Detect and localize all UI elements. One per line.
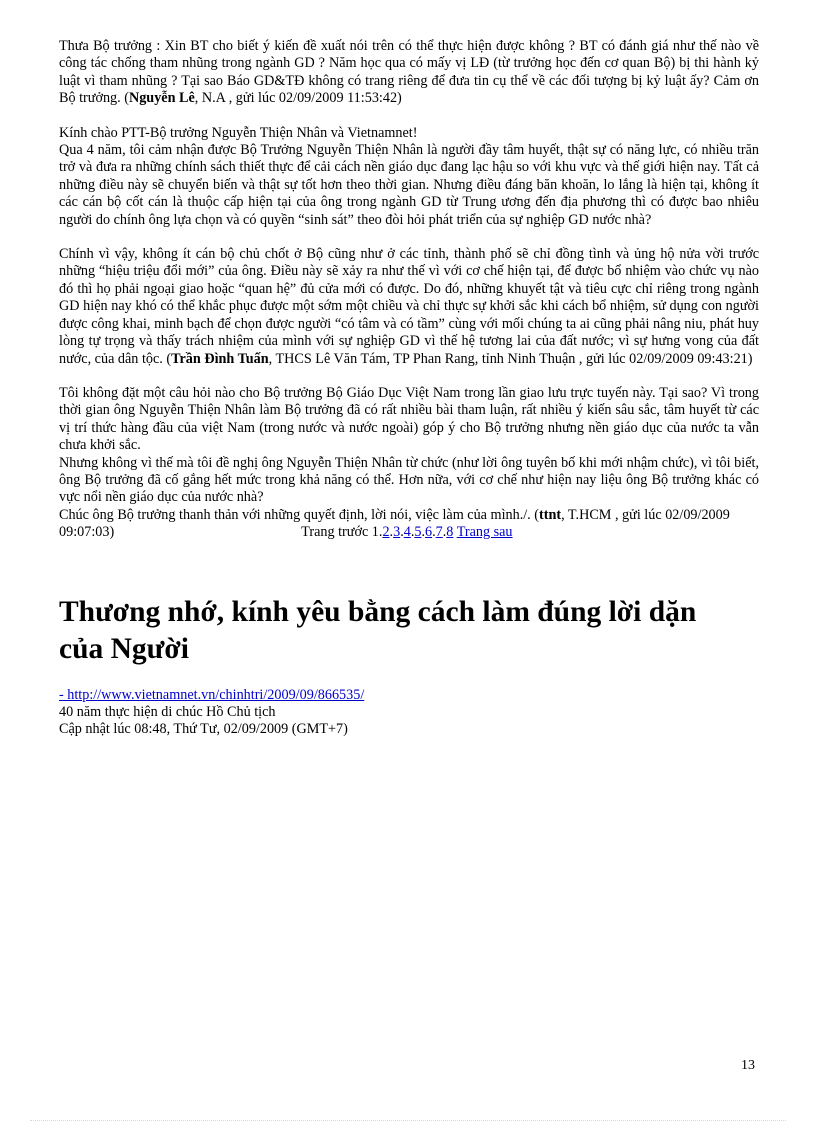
author-name: ttnt bbox=[539, 506, 562, 523]
pager-prefix: Trang trước 1. bbox=[301, 524, 383, 541]
article-meta bbox=[59, 687, 759, 738]
comment-4-part1: Tôi không đặt một câu hỏi nào cho Bộ trưởng Bộ Giáo Dục Việt Nam trong lần giao lưu trực tuyến này. Tại sao? Vì trong thời gian ông Nguyễn Thiện Nhân làm Bộ trưởng đã có rất nhiều bài tham luận, rất nhiều ý kiến sâu sắc, tâm huyết từ các vị trí thức hàng đầu của việt Nam (trong nước và nước ngoài) góp ý cho Bộ trưởng nhưng nền giáo dục của nước ta vẫn chưa khởi sắc. bbox=[59, 384, 759, 454]
page-link-3[interactable]: 3 bbox=[393, 524, 401, 541]
document-body bbox=[59, 38, 759, 738]
page-bottom-divider bbox=[30, 1120, 786, 1122]
page-link-5[interactable]: 5 bbox=[414, 524, 422, 541]
page-link-4[interactable]: 4 bbox=[403, 524, 411, 541]
article-title: Thương nhớ, kính yêu bằng cách làm đúng lời dặn của Người bbox=[59, 595, 697, 665]
author-name: Trần Đình Tuấn bbox=[171, 350, 269, 367]
article-subtitle: 40 năm thực hiện di chúc Hồ Chủ tịch bbox=[59, 703, 276, 720]
page-link-2[interactable]: 2 bbox=[382, 524, 390, 541]
article-link[interactable]: - http://www.vietnamnet.vn/chinhtri/2009/09/866535/ bbox=[59, 686, 365, 703]
page-link-7[interactable]: 7 bbox=[435, 524, 443, 541]
article-updated: Cập nhật lúc 08:48, Thứ Tư, 02/09/2009 (GMT+7) bbox=[59, 720, 348, 737]
comment-3: Chính vì vậy, không ít cán bộ chủ chốt ở Bộ cũng như ở các tỉnh, thành phố sẽ chỉ đồng tình và ủng hộ nửa vời trước những “hiệu triệu đổi mới” của ông. Điều này sẽ xảy ra như thế vì với cơ chế hiện tại, để được bổ nhiệm vào chức vụ nào đó thì họ phải ngoại giao hoặc “quan hệ” đủ cửa mới có được. Do đó, những khuyết tật và tiêu cực chỉ riêng trong ngành GD hiện nay khó có thể khắc phục được một sớm một chiều và chỉ thực sự khởi sắc khi cách bổ nhiệm, sử dụng con người được công khai, minh bạch để chọn được người “có tâm và có tầm” cùng với mối chúng ta ai cũng phải nâng niu, phát huy lòng tự trọng và thấy trách nhiệm của mình với sự nghiệp GD vì thế hệ tương lai của đất nước; vì sự hưng vong của đất nước, của dân tộc. (Trần Đình Tuấn, THCS Lê Văn Tám, TP Phan Rang, tỉnh Ninh Thuận , gửi lúc 02/09/2009 09:43:21) bbox=[59, 246, 759, 367]
author-name: Nguyễn Lê bbox=[128, 90, 195, 107]
comment-2-body: Qua 4 năm, tôi cảm nhận được Bộ Trưởng Nguyễn Thiện Nhân là người đầy tâm huyết, thật sự có năng lực, có nhiều trăn trở và đưa ra những chính sách thiết thực để cải cách nền giáo dục đang lạc hậu so với khu vực và thế giới hiện nay. Tất cả những điều này sẽ chuyển biến và thật sự tốt hơn theo thời gian. Nhưng điều đáng băn khoăn, lo lắng là hiện tại, không ít các cán bộ cốt cán là thuộc cấp hiện tại của ông trong ngành GD từ Trung ương đến địa phương thì có được bao nhiêu người do chính ông lựa chọn và có quyền “sinh sát” theo đòi hỏi phát triển của sự nghiệp GD nước nhà? bbox=[59, 142, 759, 228]
comment-1: Thưa Bộ trưởng : Xin BT cho biết ý kiến đề xuất nói trên có thể thực hiện được không ? BT có đánh giá như thế nào về công tác chống tham nhũng trong ngành GD ? Năm học qua có mấy vị LĐ (từ trưởng học đến cơ quan Bộ) bị thi hành kỷ luật vì tham nhũng ? Tại sao Báo GD&TĐ không có trang riêng để đưa tin cụ thể về các đối tượng bị kỷ luật ấy? Cảm ơn Bộ trưởng. (Nguyễn Lê, N.A , gửi lúc 02/09/2009 11:53:42) bbox=[59, 38, 759, 107]
comment-4-part3: Chúc ông Bộ trưởng thanh thản với những quyết định, lời nói, việc làm của mình./. (ttnt, T.HCM , gửi lúc 02/09/2009 09:07:03) Trang trước 1.2.3.4.5.6.7.8 Trang sau bbox=[59, 506, 730, 541]
page-link-6[interactable]: 6 bbox=[425, 524, 433, 541]
comment-4-part2: Nhưng không vì thế mà tôi đề nghị ông Nguyễn Thiện Nhân từ chức (như lời ông tuyên bố khi mới nhậm chức), vì tôi biết, ông Bộ trưởng đã cố gắng hết mức trong khả năng có thể. Hơn nữa, với cơ chế như hiện nay liệu ông Bộ trưởng khác có vực nổi nền giáo dục của nước nhà? bbox=[59, 454, 759, 506]
comment-2-greeting: Kính chào PTT-Bộ trưởng Nguyễn Thiện Nhân và Vietnamnet! bbox=[59, 124, 418, 141]
page-link-8[interactable]: 8 bbox=[446, 524, 454, 541]
page-number: 13 bbox=[741, 1058, 755, 1073]
next-page-link[interactable]: Trang sau bbox=[456, 524, 513, 541]
pagination: Trang trước 1.2.3.4.5.6.7.8 Trang sau bbox=[301, 524, 513, 541]
